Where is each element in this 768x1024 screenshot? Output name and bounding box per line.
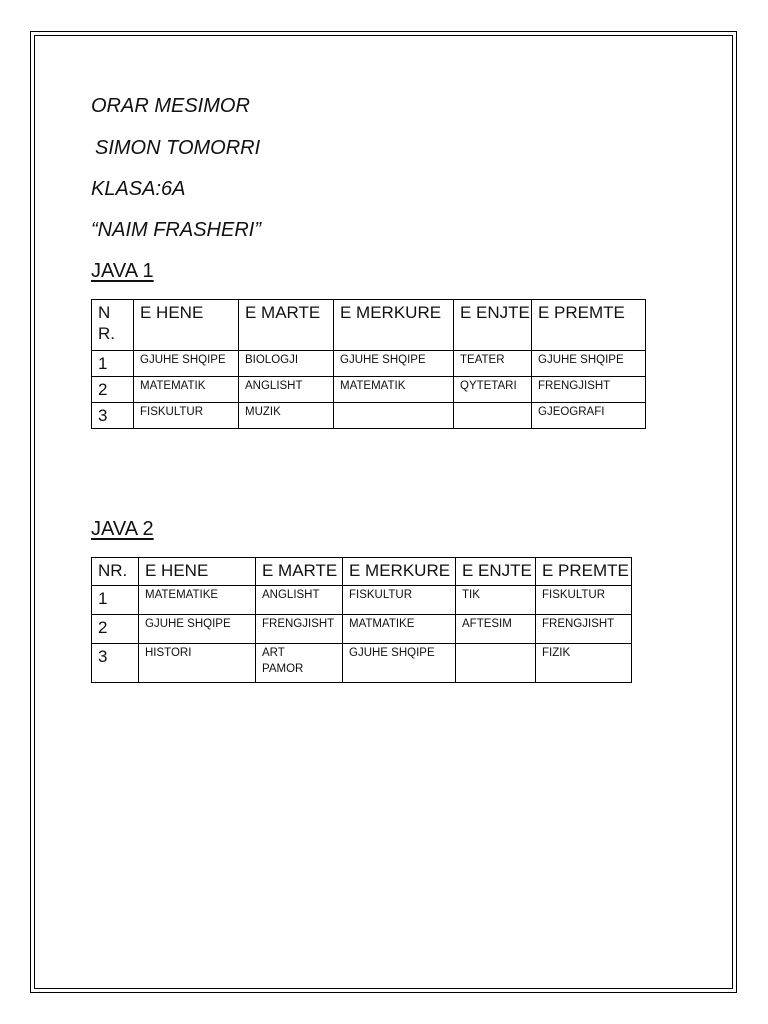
table-cell [456,644,536,683]
table-cell: HISTORI [139,644,256,683]
table-row [92,376,646,402]
table-cell: ANGLISHT [256,586,343,615]
table-cell: TIK [456,586,536,615]
week1-schedule-table [91,299,646,429]
table-cell [454,402,532,428]
table-cell: MATMATIKE [343,615,456,644]
table-cell: 1 [92,586,139,615]
week2-schedule-table [91,557,632,683]
table-cell: ART PAMOR [256,644,343,683]
table-row [92,402,646,428]
table-row [92,644,632,683]
table-cell: FRENGJISHT [536,615,632,644]
table-cell: MATEMATIK [134,376,239,402]
table-row [92,615,632,644]
table-cell: 2 [92,615,139,644]
table-header-row [92,558,632,586]
header-cell-tuesday: E MARTE [239,300,334,351]
table-cell: MATEMATIK [334,376,454,402]
table-cell: TEATER [454,351,532,377]
header-cell-thursday: E ENJTE [456,558,536,586]
header-cell-wednesday: E MERKURE [334,300,454,351]
header-cell-tuesday: E MARTE [256,558,343,586]
table-cell: FISKULTUR [343,586,456,615]
table-cell: GJUHE SHQIPE [134,351,239,377]
table-cell: ANGLISHT [239,376,334,402]
table-cell: GJUHE SHQIPE [343,644,456,683]
table-cell: FISKULTUR [134,402,239,428]
table-cell: 2 [92,376,134,402]
table-cell: GJUHE SHQIPE [532,351,646,377]
table-cell [334,402,454,428]
table-row [92,351,646,377]
header-cell-wednesday: E MERKURE [343,558,456,586]
table-cell: FRENGJISHT [532,376,646,402]
table-cell: GJUHE SHQIPE [139,615,256,644]
header-cell-monday: E HENE [139,558,256,586]
table-cell: QYTETARI [454,376,532,402]
document-title: ORAR MESIMOR [91,95,250,117]
header-cell-nr: NR. [92,300,134,351]
table-row [92,586,632,615]
table-cell: 3 [92,644,139,683]
table-cell: FRENGJISHT [256,615,343,644]
table-cell: MATEMATIKE [139,586,256,615]
header-cell-nr: NR. [92,558,139,586]
table-cell: MUZIK [239,402,334,428]
table-cell: FIZIK [536,644,632,683]
table-cell: 1 [92,351,134,377]
table-cell: BIOLOGJI [239,351,334,377]
week2-title: JAVA 2 [91,518,154,540]
table-cell: GJEOGRAFI [532,402,646,428]
header-cell-friday: E PREMTE [532,300,646,351]
table-cell: 3 [92,402,134,428]
week1-title: JAVA 1 [91,260,154,282]
page-border [30,31,737,993]
table-cell: AFTESIM [456,615,536,644]
table-header-row [92,300,646,351]
header-cell-thursday: E ENJTE [454,300,532,351]
header-cell-friday: E PREMTE [536,558,632,586]
school-name: “NAIM FRASHERI” [91,219,261,241]
table-cell: GJUHE SHQIPE [334,351,454,377]
header-cell-monday: E HENE [134,300,239,351]
class-label: KLASA:6A [91,178,186,200]
student-name: SIMON TOMORRI [95,137,261,159]
table-cell: FISKULTUR [536,586,632,615]
